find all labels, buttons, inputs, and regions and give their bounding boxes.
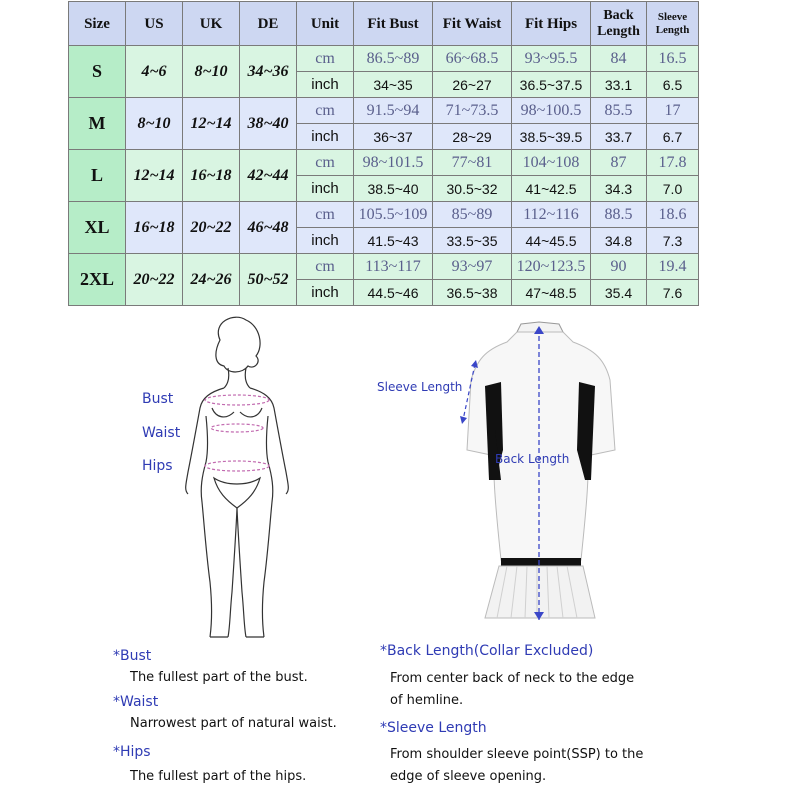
table-row-cm (69, 150, 699, 176)
size-cell: XL (69, 202, 126, 254)
fit-bust-inch-cell: 36~37 (354, 124, 433, 150)
sleeve-length-cm-cell: 17.8 (647, 150, 699, 176)
back-length-cm-cell: 87 (591, 150, 647, 176)
size-cell: 2XL (69, 254, 126, 306)
sleeve-length-cm-cell: 19.4 (647, 254, 699, 280)
sleeve-length-cm-cell: 16.5 (647, 46, 699, 72)
us-size-cell: 12~14 (126, 150, 183, 202)
header-fit-hips: Fit Hips (512, 2, 591, 46)
uk-size-cell: 12~14 (183, 98, 240, 150)
fit-waist-cm-cell: 71~73.5 (433, 98, 512, 124)
fit-waist-cm-cell: 93~97 (433, 254, 512, 280)
unit-inch-cell: inch (297, 280, 354, 306)
back-length-cm-cell: 88.5 (591, 202, 647, 228)
fit-waist-cm-cell: 77~81 (433, 150, 512, 176)
note-back-length-text-1: From center back of neck to the edge (390, 671, 635, 686)
header-us: US (126, 2, 183, 46)
header-back-length: Back Length (591, 2, 647, 46)
fit-bust-cm-cell: 105.5~109 (354, 202, 433, 228)
size-cell: S (69, 46, 126, 98)
header-size: Size (69, 2, 126, 46)
table-row-cm (69, 46, 699, 72)
us-size-cell: 16~18 (126, 202, 183, 254)
back-length-inch-cell: 33.7 (591, 124, 647, 150)
unit-inch-cell: inch (297, 72, 354, 98)
de-size-cell: 50~52 (240, 254, 297, 306)
waist-label: Waist (142, 425, 181, 441)
sleeve-length-cm-cell: 18.6 (647, 202, 699, 228)
note-waist-text: Narrowest part of natural waist. (130, 716, 337, 731)
bust-label: Bust (142, 391, 174, 407)
back-length-label: Back Length (495, 452, 570, 466)
back-length-cm-cell: 90 (591, 254, 647, 280)
fit-hips-inch-cell: 44~45.5 (512, 228, 591, 254)
note-bust-text: The fullest part of the bust. (130, 670, 308, 685)
de-size-cell: 38~40 (240, 98, 297, 150)
back-length-inch-cell: 34.8 (591, 228, 647, 254)
unit-inch-cell: inch (297, 176, 354, 202)
table-header-row (69, 2, 699, 46)
fit-waist-inch-cell: 30.5~32 (433, 176, 512, 202)
back-length-inch-cell: 34.3 (591, 176, 647, 202)
back-length-cm-cell: 85.5 (591, 98, 647, 124)
us-size-cell: 8~10 (126, 98, 183, 150)
back-length-inch-cell: 33.1 (591, 72, 647, 98)
note-back-length-title: *Back Length(Collar Excluded) (380, 643, 594, 659)
uk-size-cell: 24~26 (183, 254, 240, 306)
fit-hips-cm-cell: 104~108 (512, 150, 591, 176)
note-sleeve-length-text-2: edge of sleeve opening. (390, 769, 547, 784)
note-bust-title: *Bust (113, 648, 152, 664)
fit-bust-inch-cell: 34~35 (354, 72, 433, 98)
note-back-length-text-2: of hemline. (390, 693, 464, 708)
note-hips-title: *Hips (113, 744, 151, 760)
hips-label: Hips (142, 458, 173, 474)
header-de: DE (240, 2, 297, 46)
de-size-cell: 42~44 (240, 150, 297, 202)
sleeve-length-label: Sleeve Length (377, 380, 463, 394)
fit-hips-inch-cell: 41~42.5 (512, 176, 591, 202)
sleeve-length-cm-cell: 17 (647, 98, 699, 124)
fit-bust-cm-cell: 91.5~94 (354, 98, 433, 124)
de-size-cell: 46~48 (240, 202, 297, 254)
header-fit-waist: Fit Waist (433, 2, 512, 46)
uk-size-cell: 8~10 (183, 46, 240, 98)
back-length-inch-cell: 35.4 (591, 280, 647, 306)
sleeve-length-inch-cell: 7.3 (647, 228, 699, 254)
note-waist-title: *Waist (113, 694, 159, 710)
unit-cm-cell: cm (297, 150, 354, 176)
fit-bust-inch-cell: 38.5~40 (354, 176, 433, 202)
body-figure-illustration (172, 312, 302, 647)
dress-illustration (455, 320, 625, 630)
header-uk: UK (183, 2, 240, 46)
uk-size-cell: 20~22 (183, 202, 240, 254)
fit-waist-inch-cell: 28~29 (433, 124, 512, 150)
fit-waist-inch-cell: 33.5~35 (433, 228, 512, 254)
table-row-cm (69, 202, 699, 228)
fit-hips-cm-cell: 93~95.5 (512, 46, 591, 72)
us-size-cell: 20~22 (126, 254, 183, 306)
back-length-cm-cell: 84 (591, 46, 647, 72)
note-sleeve-length-text-1: From shoulder sleeve point(SSP) to the (390, 747, 644, 762)
fit-waist-cm-cell: 66~68.5 (433, 46, 512, 72)
fit-bust-inch-cell: 41.5~43 (354, 228, 433, 254)
sleeve-length-inch-cell: 7.0 (647, 176, 699, 202)
de-size-cell: 34~36 (240, 46, 297, 98)
header-unit: Unit (297, 2, 354, 46)
size-cell: M (69, 98, 126, 150)
fit-hips-cm-cell: 112~116 (512, 202, 591, 228)
header-sleeve-length: Sleeve Length (647, 2, 699, 46)
sleeve-length-inch-cell: 6.7 (647, 124, 699, 150)
fit-bust-inch-cell: 44.5~46 (354, 280, 433, 306)
unit-cm-cell: cm (297, 202, 354, 228)
size-cell: L (69, 150, 126, 202)
fit-waist-inch-cell: 36.5~38 (433, 280, 512, 306)
note-sleeve-length-title: *Sleeve Length (380, 720, 487, 736)
uk-size-cell: 16~18 (183, 150, 240, 202)
table-row-cm (69, 98, 699, 124)
unit-inch-cell: inch (297, 228, 354, 254)
fit-hips-cm-cell: 120~123.5 (512, 254, 591, 280)
fit-hips-inch-cell: 38.5~39.5 (512, 124, 591, 150)
table-row-cm (69, 254, 699, 280)
sleeve-length-inch-cell: 6.5 (647, 72, 699, 98)
fit-bust-cm-cell: 98~101.5 (354, 150, 433, 176)
fit-waist-cm-cell: 85~89 (433, 202, 512, 228)
fit-hips-cm-cell: 98~100.5 (512, 98, 591, 124)
note-hips-text: The fullest part of the hips. (130, 769, 307, 784)
fit-hips-inch-cell: 36.5~37.5 (512, 72, 591, 98)
fit-bust-cm-cell: 113~117 (354, 254, 433, 280)
unit-cm-cell: cm (297, 98, 354, 124)
size-chart-table (68, 1, 699, 306)
unit-cm-cell: cm (297, 46, 354, 72)
unit-cm-cell: cm (297, 254, 354, 280)
fit-bust-cm-cell: 86.5~89 (354, 46, 433, 72)
unit-inch-cell: inch (297, 124, 354, 150)
sleeve-length-inch-cell: 7.6 (647, 280, 699, 306)
fit-waist-inch-cell: 26~27 (433, 72, 512, 98)
us-size-cell: 4~6 (126, 46, 183, 98)
header-fit-bust: Fit Bust (354, 2, 433, 46)
fit-hips-inch-cell: 47~48.5 (512, 280, 591, 306)
